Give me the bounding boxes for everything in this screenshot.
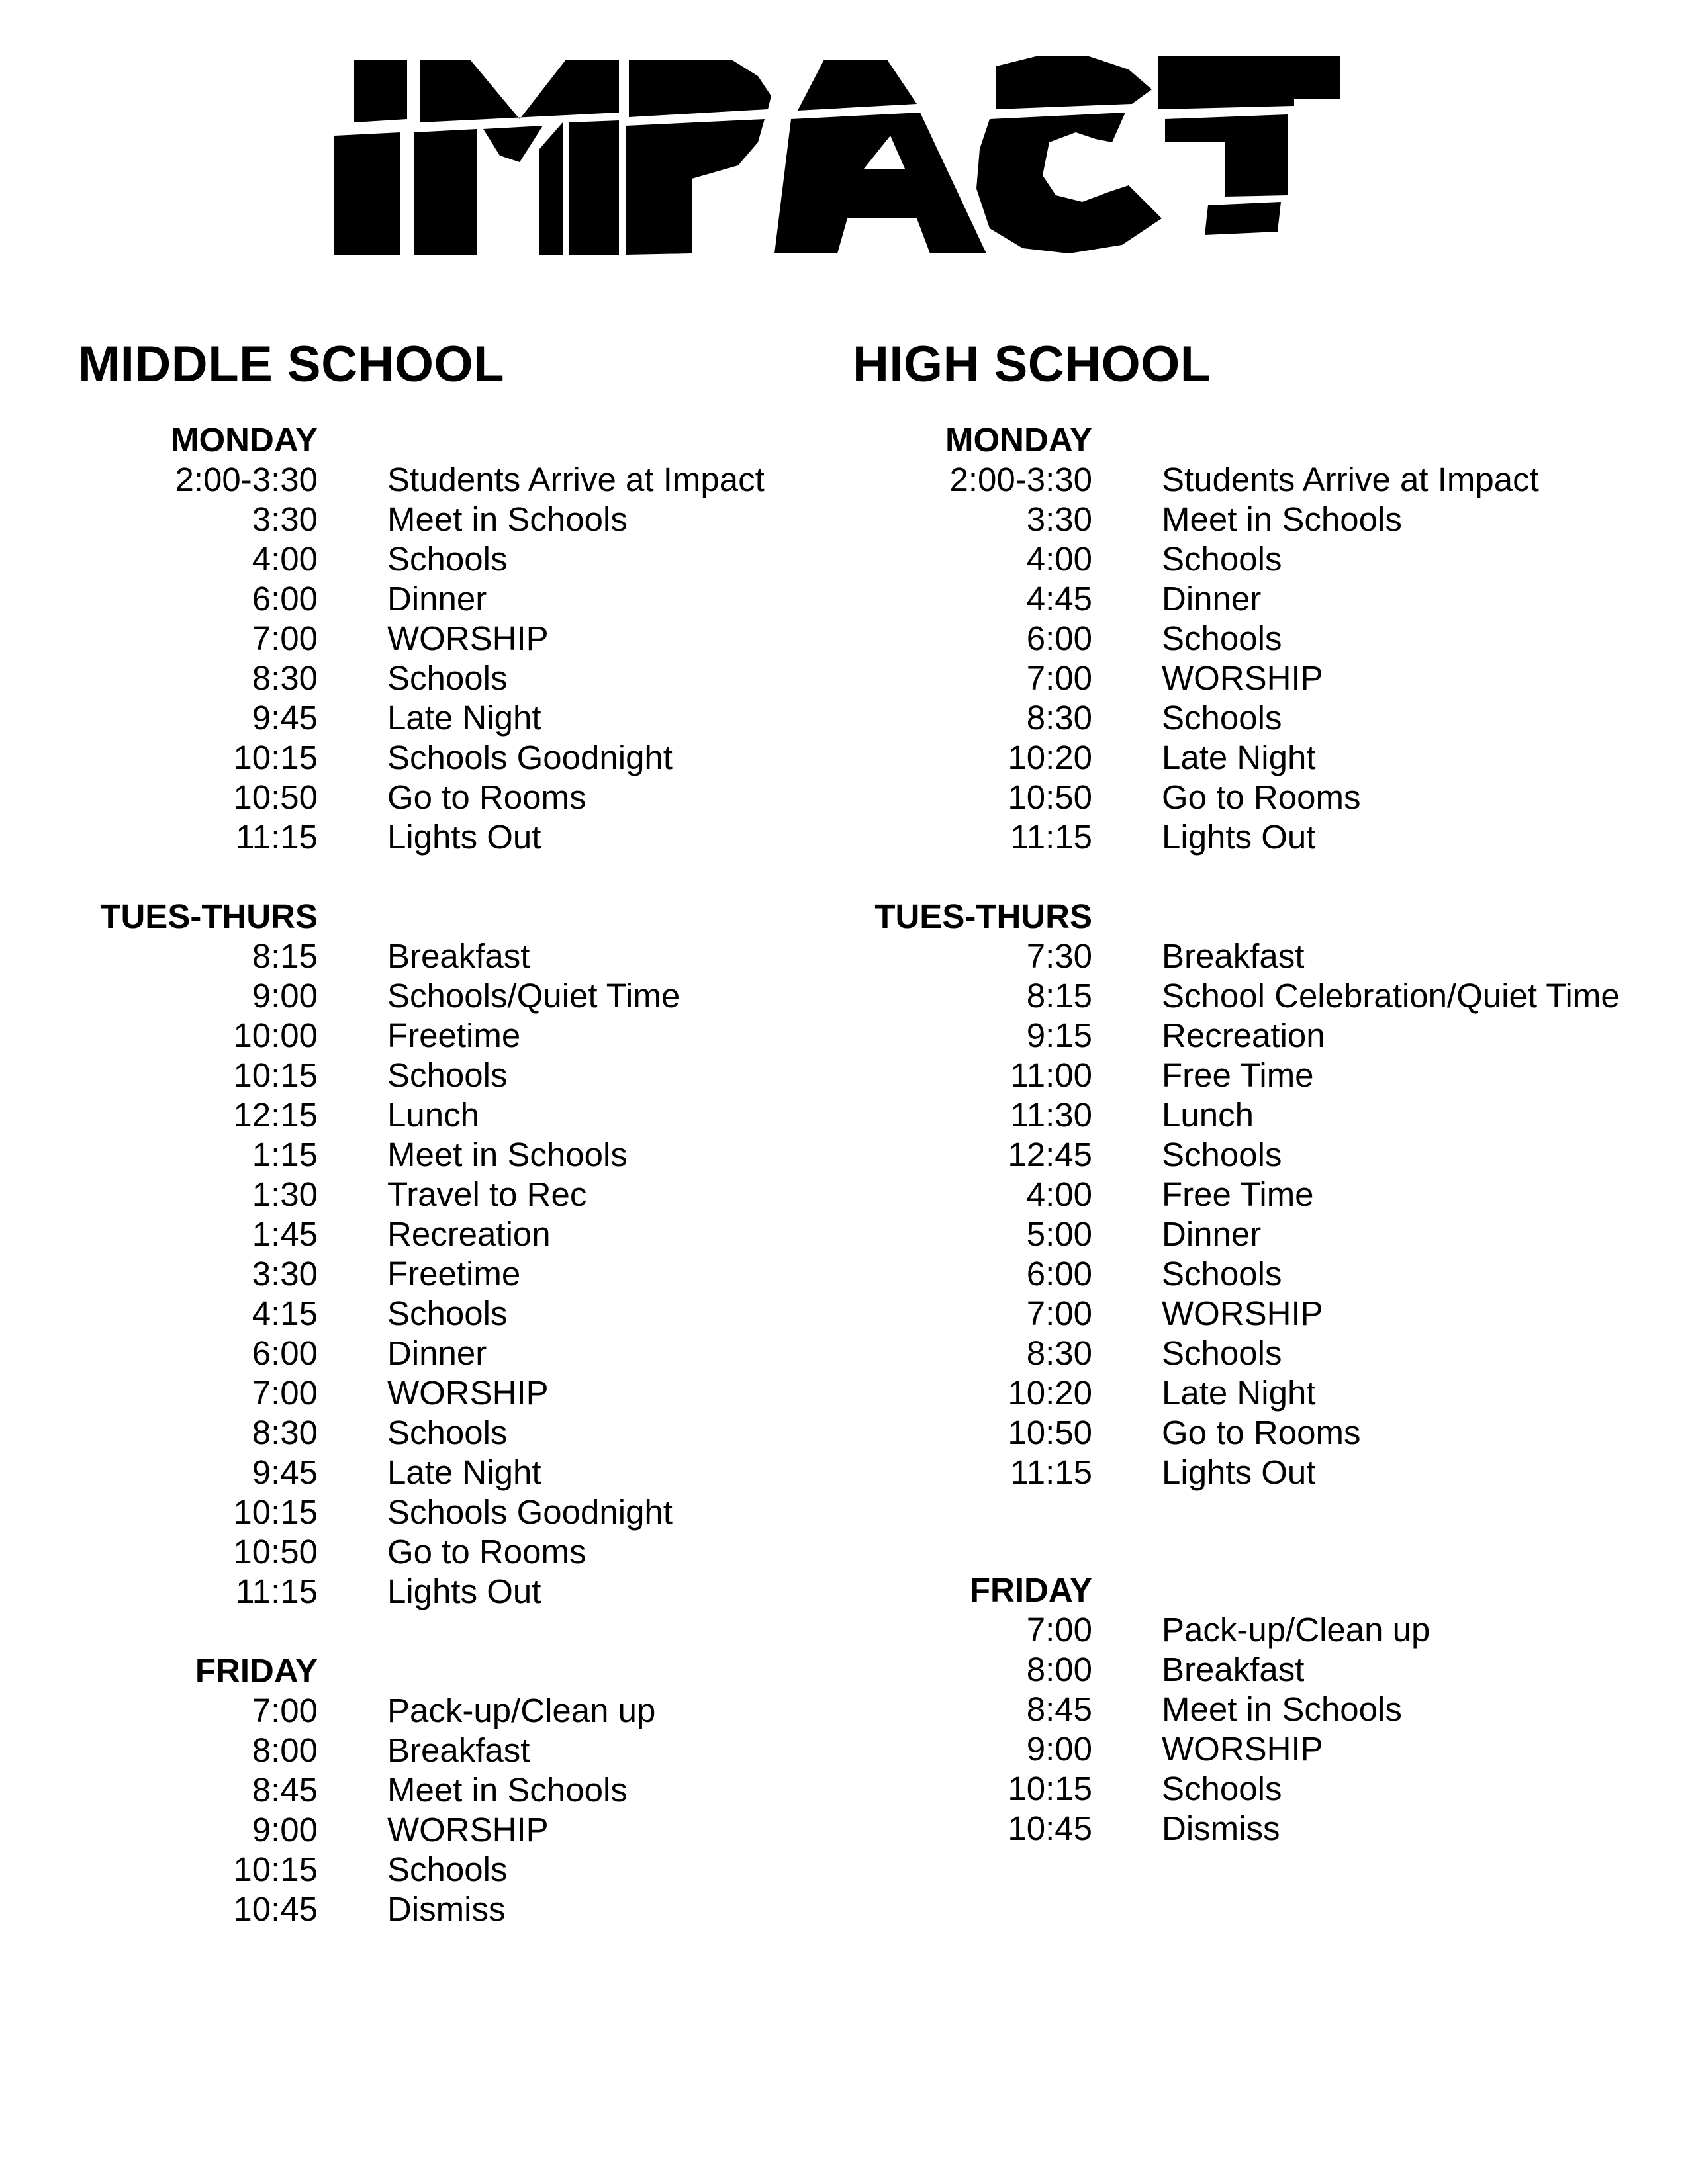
- time: 6:00: [1026, 619, 1092, 657]
- time: 11:15: [1010, 1453, 1092, 1491]
- activity: WORSHIP: [387, 1811, 549, 1848]
- schedule-row: [853, 976, 1673, 1016]
- time: 10:50: [1008, 1414, 1092, 1451]
- schedule-row: [78, 1453, 899, 1492]
- time: 8:30: [1026, 1334, 1092, 1372]
- activity: Freetime: [387, 1255, 521, 1293]
- schedule-row: [853, 1056, 1673, 1095]
- activity: WORSHIP: [387, 619, 549, 657]
- time: 8:45: [252, 1771, 318, 1809]
- time: 10:50: [233, 778, 318, 816]
- day-section: [853, 420, 1673, 857]
- day-section: [78, 897, 899, 1612]
- activity: Free Time: [1162, 1056, 1314, 1094]
- time: 10:45: [1008, 1809, 1092, 1847]
- time: 7:00: [1026, 659, 1092, 697]
- schedule-row: [78, 1889, 899, 1929]
- day-section: [853, 1570, 1673, 1848]
- schedule-row: [78, 976, 899, 1016]
- time: 6:00: [252, 1334, 318, 1372]
- schedule-row: [853, 1373, 1673, 1413]
- activity: Dinner: [387, 580, 487, 617]
- time: 10:50: [233, 1533, 318, 1570]
- activity: WORSHIP: [387, 1374, 549, 1412]
- time: 4:00: [1026, 540, 1092, 578]
- activity: School Celebration/Quiet Time: [1162, 977, 1620, 1015]
- schedule-row: [78, 1572, 899, 1612]
- activity: Pack-up/Clean up: [387, 1692, 656, 1729]
- activity: Schools: [387, 1414, 508, 1451]
- activity: Go to Rooms: [387, 778, 586, 816]
- activity: Freetime: [387, 1017, 521, 1054]
- activity: WORSHIP: [1162, 1295, 1323, 1332]
- schedule-row: [853, 1769, 1673, 1809]
- time: 6:00: [252, 580, 318, 617]
- activity: Free Time: [1162, 1175, 1314, 1213]
- time: 1:45: [252, 1215, 318, 1253]
- time: 6:00: [1026, 1255, 1092, 1293]
- column-title: MIDDLE SCHOOL: [78, 336, 505, 392]
- time: 7:00: [252, 619, 318, 657]
- schedule-row: [78, 738, 899, 778]
- time: 12:45: [1008, 1136, 1092, 1173]
- time: 9:45: [252, 699, 318, 737]
- activity: Meet in Schools: [387, 500, 628, 538]
- schedule-row: [78, 1334, 899, 1373]
- activity: Breakfast: [387, 1731, 530, 1769]
- time: 9:00: [1026, 1730, 1092, 1768]
- activity: Schools/Quiet Time: [387, 977, 680, 1015]
- time: 7:00: [1026, 1611, 1092, 1649]
- schedule-row: [78, 1413, 899, 1453]
- day-section: [853, 897, 1673, 1492]
- time: 2:00-3:30: [949, 461, 1092, 498]
- activity: Pack-up/Clean up: [1162, 1611, 1430, 1649]
- activity: Go to Rooms: [387, 1533, 586, 1570]
- activity: Travel to Rec: [387, 1175, 587, 1213]
- activity: Lights Out: [387, 818, 541, 856]
- schedule-row: [853, 619, 1673, 659]
- time: 10:15: [233, 1850, 318, 1888]
- schedule-row: [78, 500, 899, 539]
- schedule-row: [78, 1214, 899, 1254]
- schedule-row: [78, 619, 899, 659]
- middle-school-column: [78, 334, 899, 1929]
- activity: Late Night: [1162, 739, 1316, 776]
- schedule-row: [853, 659, 1673, 698]
- section-spacer: [853, 1492, 1673, 1570]
- activity: Schools: [387, 1295, 508, 1332]
- time: 11:15: [236, 1572, 318, 1610]
- activity: Schools Goodnight: [387, 1493, 673, 1531]
- activity: Recreation: [1162, 1017, 1325, 1054]
- schedule-row: [853, 539, 1673, 579]
- schedule-row: [78, 1731, 899, 1770]
- time: 7:00: [1026, 1295, 1092, 1332]
- time: 10:00: [233, 1017, 318, 1054]
- time: 9:45: [252, 1453, 318, 1491]
- schedule-row: [853, 1650, 1673, 1690]
- schedule-row: [78, 1532, 899, 1572]
- activity: Dismiss: [387, 1890, 506, 1928]
- schedule-row: [78, 1294, 899, 1334]
- time: 8:15: [252, 937, 318, 975]
- activity: Breakfast: [387, 937, 530, 975]
- schedule-row: [853, 1016, 1673, 1056]
- schedule-row: [853, 1334, 1673, 1373]
- activity: Meet in Schools: [1162, 500, 1402, 538]
- time: 11:15: [1010, 818, 1092, 856]
- activity: Schools: [387, 540, 508, 578]
- time: 2:00-3:30: [175, 461, 318, 498]
- section-spacer: [78, 857, 899, 897]
- time: 9:00: [252, 977, 318, 1015]
- impact-logo: [334, 56, 1340, 258]
- time: 11:15: [236, 818, 318, 856]
- schedule-row: [853, 1175, 1673, 1214]
- activity: Lunch: [1162, 1096, 1254, 1134]
- schedule-row: [78, 1691, 899, 1731]
- day-heading: TUES-THURS: [874, 897, 1092, 935]
- activity: Schools: [1162, 1255, 1282, 1293]
- schedule-row: [78, 1056, 899, 1095]
- activity: Schools: [387, 1850, 508, 1888]
- schedule-row: [853, 460, 1673, 500]
- activity: Breakfast: [1162, 937, 1305, 975]
- time: 11:00: [1010, 1056, 1092, 1094]
- time: 10:20: [1008, 739, 1092, 776]
- time: 8:00: [252, 1731, 318, 1769]
- time: 4:15: [252, 1295, 318, 1332]
- activity: Lights Out: [1162, 818, 1316, 856]
- activity: Dinner: [387, 1334, 487, 1372]
- schedule-row: [78, 539, 899, 579]
- schedule-row: [78, 778, 899, 817]
- schedule-row: [78, 579, 899, 619]
- section-spacer: [853, 857, 1673, 897]
- schedule-row: [78, 1095, 899, 1135]
- time: 10:50: [1008, 778, 1092, 816]
- schedule-row: [78, 1810, 899, 1850]
- schedule-row: [78, 1254, 899, 1294]
- schedule-row: [853, 778, 1673, 817]
- activity: Schools: [1162, 540, 1282, 578]
- schedule-row: [78, 1850, 899, 1889]
- activity: Lights Out: [387, 1572, 541, 1610]
- schedule-row: [78, 1373, 899, 1413]
- schedule-row: [853, 1095, 1673, 1135]
- time: 10:15: [233, 1056, 318, 1094]
- schedule-row: [853, 1413, 1673, 1453]
- activity: Schools: [1162, 1334, 1282, 1372]
- time: 11:30: [1010, 1096, 1092, 1134]
- activity: Dinner: [1162, 580, 1262, 617]
- activity: Lunch: [387, 1096, 479, 1134]
- activity: Schools: [1162, 699, 1282, 737]
- day-section: [78, 420, 899, 857]
- schedule-row: [78, 698, 899, 738]
- schedule-row: [78, 659, 899, 698]
- time: 10:15: [233, 1493, 318, 1531]
- activity: Dinner: [1162, 1215, 1262, 1253]
- time: 1:15: [252, 1136, 318, 1173]
- schedule-row: [853, 936, 1673, 976]
- time: 4:00: [1026, 1175, 1092, 1213]
- activity: WORSHIP: [1162, 659, 1323, 697]
- time: 10:45: [233, 1890, 318, 1928]
- time: 3:30: [1026, 500, 1092, 538]
- activity: Students Arrive at Impact: [387, 461, 765, 498]
- schedule-row: [853, 817, 1673, 857]
- schedule-days: [853, 420, 1673, 1848]
- activity: Breakfast: [1162, 1651, 1305, 1688]
- time: 8:30: [1026, 699, 1092, 737]
- activity: WORSHIP: [1162, 1730, 1323, 1768]
- time: 9:00: [252, 1811, 318, 1848]
- column-title: HIGH SCHOOL: [853, 336, 1211, 392]
- day-heading: TUES-THURS: [100, 897, 318, 935]
- activity: Go to Rooms: [1162, 1414, 1361, 1451]
- activity: Go to Rooms: [1162, 778, 1361, 816]
- activity: Schools: [1162, 1770, 1282, 1807]
- schedule-row: [853, 500, 1673, 539]
- schedule-row: [78, 460, 899, 500]
- day-section: [78, 1651, 899, 1929]
- schedule-row: [853, 1453, 1673, 1492]
- schedule-row: [853, 1135, 1673, 1175]
- time: 8:45: [1026, 1690, 1092, 1728]
- schedule-row: [78, 1016, 899, 1056]
- time: 8:15: [1026, 977, 1092, 1015]
- schedule-row: [853, 1809, 1673, 1848]
- time: 7:00: [252, 1692, 318, 1729]
- schedule-row: [78, 1770, 899, 1810]
- time: 3:30: [252, 500, 318, 538]
- schedule-row: [853, 1690, 1673, 1729]
- high-school-column: [853, 334, 1673, 1848]
- time: 4:45: [1026, 580, 1092, 617]
- schedule-row: [853, 698, 1673, 738]
- time: 4:00: [252, 540, 318, 578]
- schedule-row: [853, 1610, 1673, 1650]
- schedule-row: [853, 1294, 1673, 1334]
- day-heading: MONDAY: [171, 421, 318, 459]
- schedule-row: [853, 738, 1673, 778]
- time: 1:30: [252, 1175, 318, 1213]
- schedule-row: [78, 1135, 899, 1175]
- time: 8:30: [252, 1414, 318, 1451]
- activity: Recreation: [387, 1215, 551, 1253]
- time: 8:30: [252, 659, 318, 697]
- time: 7:30: [1026, 937, 1092, 975]
- schedule-row: [853, 1214, 1673, 1254]
- activity: Students Arrive at Impact: [1162, 461, 1539, 498]
- section-spacer: [78, 1612, 899, 1651]
- activity: Schools: [387, 659, 508, 697]
- activity: Late Night: [387, 699, 541, 737]
- activity: Meet in Schools: [387, 1771, 628, 1809]
- day-heading: FRIDAY: [195, 1652, 318, 1690]
- time: 12:15: [233, 1096, 318, 1134]
- time: 5:00: [1026, 1215, 1092, 1253]
- activity: Dismiss: [1162, 1809, 1280, 1847]
- time: 10:15: [1008, 1770, 1092, 1807]
- day-heading: FRIDAY: [969, 1571, 1092, 1609]
- time: 10:20: [1008, 1374, 1092, 1412]
- activity: Meet in Schools: [387, 1136, 628, 1173]
- schedule-row: [853, 579, 1673, 619]
- activity: Schools Goodnight: [387, 739, 673, 776]
- day-heading: MONDAY: [945, 421, 1092, 459]
- schedule-days: [78, 420, 899, 1929]
- schedule-row: [78, 1175, 899, 1214]
- time: 8:00: [1026, 1651, 1092, 1688]
- schedule-row: [78, 817, 899, 857]
- time: 9:15: [1026, 1017, 1092, 1054]
- activity: Schools: [1162, 1136, 1282, 1173]
- schedule-row: [78, 936, 899, 976]
- activity: Lights Out: [1162, 1453, 1316, 1491]
- activity: Late Night: [387, 1453, 541, 1491]
- schedule-row: [78, 1492, 899, 1532]
- schedule-row: [853, 1729, 1673, 1769]
- activity: Meet in Schools: [1162, 1690, 1402, 1728]
- activity: Schools: [1162, 619, 1282, 657]
- time: 7:00: [252, 1374, 318, 1412]
- time: 10:15: [233, 739, 318, 776]
- schedule-row: [853, 1254, 1673, 1294]
- activity: Late Night: [1162, 1374, 1316, 1412]
- time: 3:30: [252, 1255, 318, 1293]
- activity: Schools: [387, 1056, 508, 1094]
